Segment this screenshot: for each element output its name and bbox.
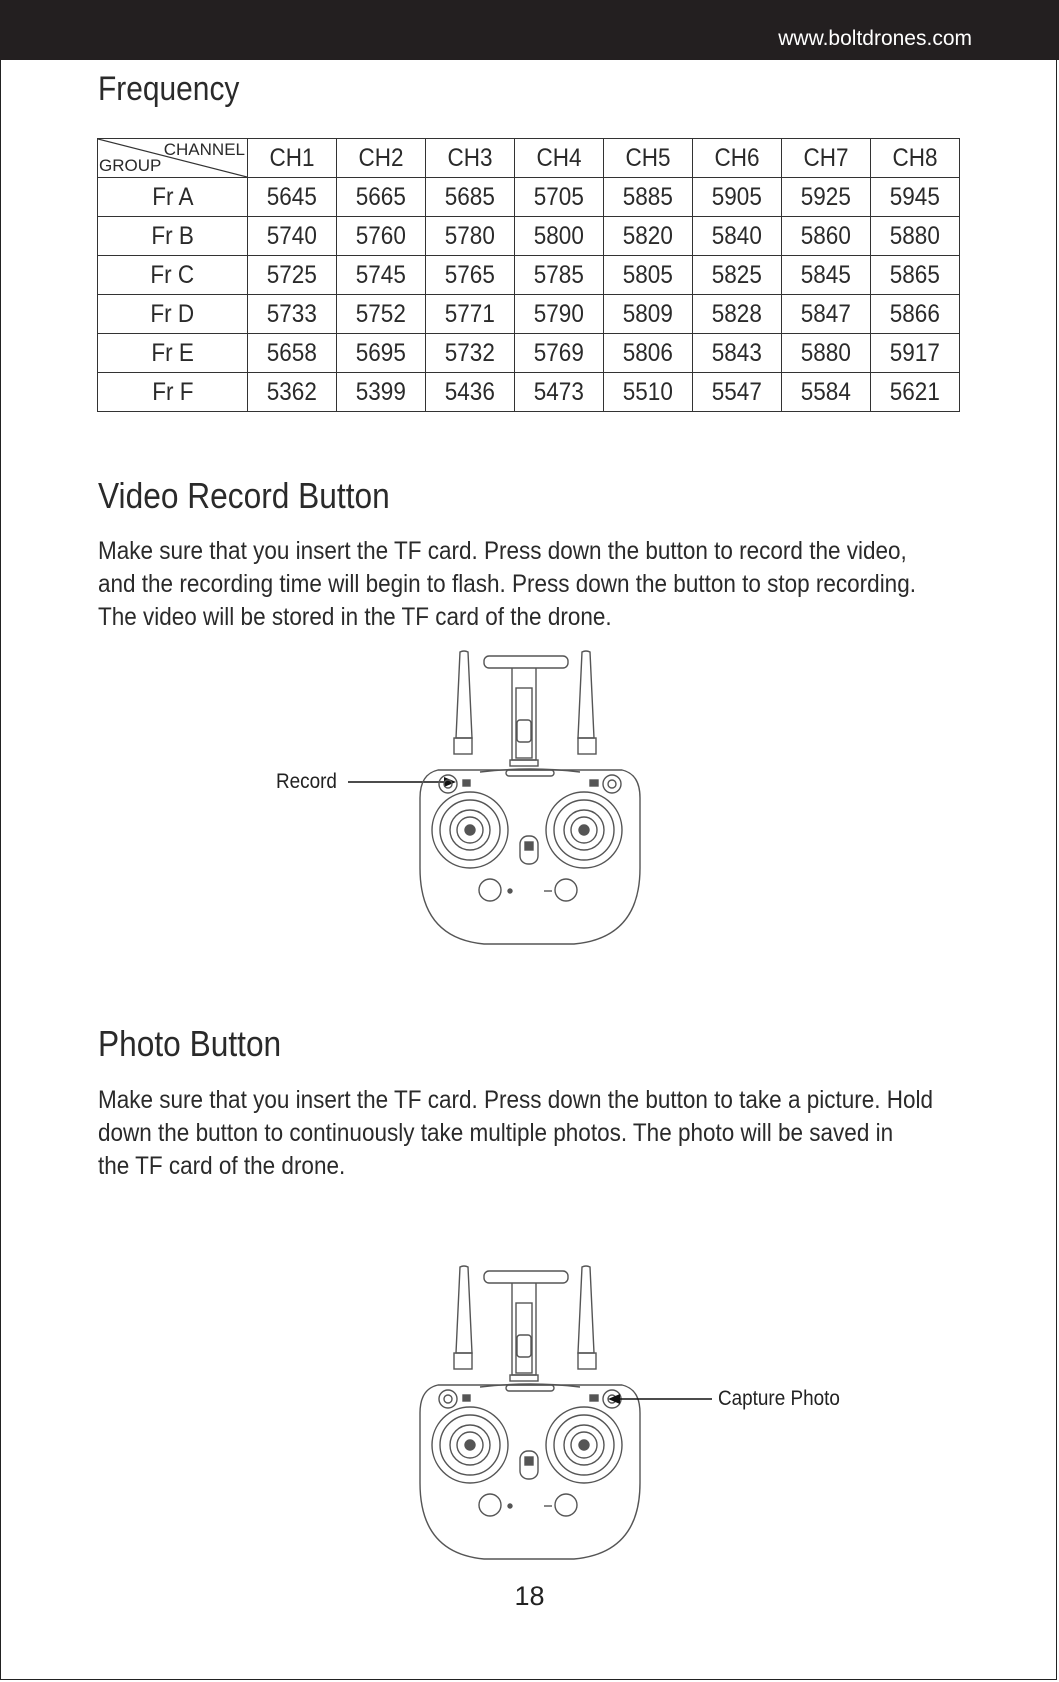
frequency-value-cell: 5765: [426, 256, 515, 295]
table-corner-cell: [98, 139, 248, 178]
frequency-value-cell: 5725: [248, 256, 337, 295]
frequency-value-cell: 5780: [426, 217, 515, 256]
frequency-value-cell: 5584: [782, 373, 871, 412]
frequency-value-cell: 5732: [426, 334, 515, 373]
photo-button-description: [98, 1084, 998, 1183]
frequency-value-cell: 5840: [693, 217, 782, 256]
frequency-value-cell: 5685: [426, 178, 515, 217]
table-row: [98, 178, 960, 217]
frequency-value-cell: 5790: [515, 295, 604, 334]
frequency-value-cell: 5695: [337, 334, 426, 373]
group-axis-label: GROUP: [99, 156, 162, 175]
frequency-value-cell: 5800: [515, 217, 604, 256]
frequency-value-cell: 5399: [337, 373, 426, 412]
frequency-value-cell: 5705: [515, 178, 604, 217]
channel-header: CH5: [604, 139, 693, 178]
frequency-value-cell: 5809: [604, 295, 693, 334]
group-label-cell: Fr A: [98, 178, 248, 217]
paragraph-line: Make sure that you insert the TF card. Press down the button to record the video,: [98, 537, 907, 565]
frequency-value-cell: 5752: [337, 295, 426, 334]
remote-controller-illustration: [414, 1263, 646, 1563]
group-label-cell: Fr C: [98, 256, 248, 295]
frequency-value-cell: 5828: [693, 295, 782, 334]
paragraph-line: the TF card of the drone.: [98, 1152, 346, 1180]
frequency-value-cell: 5860: [782, 217, 871, 256]
frequency-value-cell: 5510: [604, 373, 693, 412]
table-header-row: [98, 139, 960, 178]
frequency-value-cell: 5658: [248, 334, 337, 373]
frequency-value-cell: 5665: [337, 178, 426, 217]
frequency-value-cell: 5885: [604, 178, 693, 217]
page-number: 18: [514, 1581, 545, 1611]
frequency-value-cell: 5925: [782, 178, 871, 217]
frequency-value-cell: 5825: [693, 256, 782, 295]
video-record-heading: Video Record Button: [98, 475, 390, 516]
table-row: [98, 256, 960, 295]
channel-header: CH8: [871, 139, 960, 178]
table-row: [98, 373, 960, 412]
frequency-value-cell: 5733: [248, 295, 337, 334]
table-row: [98, 295, 960, 334]
frequency-value-cell: 5785: [515, 256, 604, 295]
frequency-table: [97, 138, 960, 412]
frequency-value-cell: 5843: [693, 334, 782, 373]
frequency-value-cell: 5917: [871, 334, 960, 373]
channel-header: CH3: [426, 139, 515, 178]
frequency-value-cell: 5820: [604, 217, 693, 256]
frequency-value-cell: 5769: [515, 334, 604, 373]
header-bar: [0, 0, 1059, 60]
group-label-cell: Fr D: [98, 295, 248, 334]
frequency-value-cell: 5362: [248, 373, 337, 412]
frequency-value-cell: 5880: [782, 334, 871, 373]
frequency-value-cell: 5740: [248, 217, 337, 256]
frequency-value-cell: 5805: [604, 256, 693, 295]
frequency-value-cell: 5845: [782, 256, 871, 295]
frequency-value-cell: 5905: [693, 178, 782, 217]
paragraph-line: down the button to continuously take multiple photos. The photo will be saved in: [98, 1119, 894, 1147]
group-label-cell: Fr F: [98, 373, 248, 412]
paragraph-line: and the recording time will begin to flash. Press down the button to stop recording.: [98, 570, 916, 598]
record-callout-label: Record: [276, 770, 337, 793]
frequency-value-cell: 5771: [426, 295, 515, 334]
frequency-value-cell: 5436: [426, 373, 515, 412]
frequency-value-cell: 5473: [515, 373, 604, 412]
frequency-value-cell: 5621: [871, 373, 960, 412]
frequency-value-cell: 5945: [871, 178, 960, 217]
channel-header: CH6: [693, 139, 782, 178]
frequency-value-cell: 5806: [604, 334, 693, 373]
capture-photo-callout-label: Capture Photo: [718, 1387, 840, 1410]
frequency-value-cell: 5880: [871, 217, 960, 256]
channel-axis-label: CHANNEL: [163, 140, 245, 159]
group-label-cell: Fr B: [98, 217, 248, 256]
channel-header: CH7: [782, 139, 871, 178]
capture-photo-arrow: [608, 1392, 712, 1406]
paragraph-line: The video will be stored in the TF card of the drone.: [98, 603, 612, 631]
frequency-value-cell: 5760: [337, 217, 426, 256]
frequency-heading: Frequency: [98, 70, 240, 108]
frequency-value-cell: 5847: [782, 295, 871, 334]
group-label-cell: Fr E: [98, 334, 248, 373]
table-row: [98, 217, 960, 256]
channel-header: CH2: [337, 139, 426, 178]
video-record-description: [98, 535, 998, 634]
table-row: [98, 334, 960, 373]
channel-header: CH1: [248, 139, 337, 178]
frequency-value-cell: 5547: [693, 373, 782, 412]
remote-controller-illustration: [414, 648, 646, 948]
photo-button-heading: Photo Button: [98, 1023, 282, 1064]
frequency-value-cell: 5865: [871, 256, 960, 295]
frequency-value-cell: 5645: [248, 178, 337, 217]
website-url: www.boltdrones.com: [778, 27, 972, 50]
paragraph-line: Make sure that you insert the TF card. Press down the button to take a picture. Hold: [98, 1086, 934, 1114]
frequency-value-cell: 5745: [337, 256, 426, 295]
frequency-value-cell: 5866: [871, 295, 960, 334]
channel-header: CH4: [515, 139, 604, 178]
